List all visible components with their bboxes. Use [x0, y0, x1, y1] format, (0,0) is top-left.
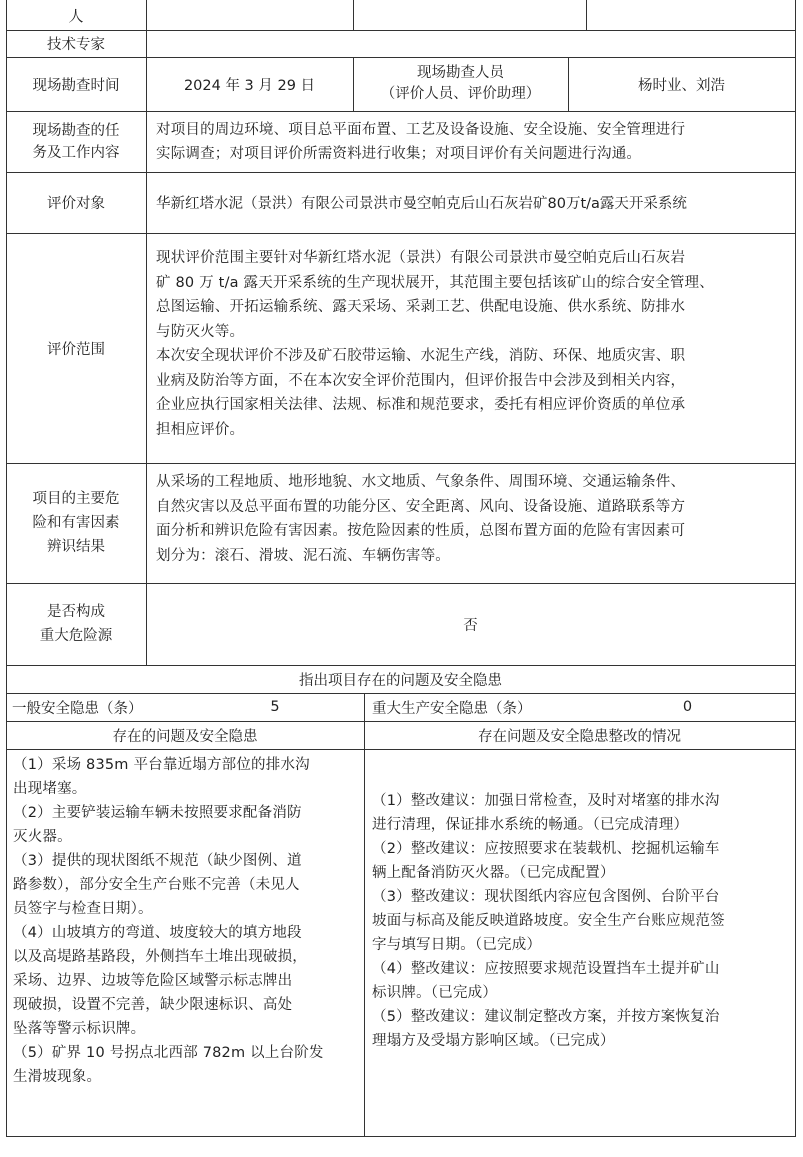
task-content — [156, 118, 788, 166]
scope-line: 矿 80 万 t/a 露天开采系统的生产现状展开，其范围主要包括该矿山的综合安全管理、 — [156, 274, 714, 291]
hazard-line: 面分析和辨识危险有害因素。按危险因素的性质，总图布置方面的危险有害因素可 — [156, 523, 686, 539]
tech-expert-label-text: 技术专家 — [47, 37, 105, 53]
rectification-list — [372, 789, 792, 1053]
general-hazard-count — [200, 693, 350, 721]
rectification-line: （1）整改建议：加强日常检查，及时对堵塞的排水沟 — [372, 793, 720, 809]
scope-label — [6, 233, 146, 463]
rectification-line: （4）整改建议：应按照要求规范设置挡车土提并矿山 — [372, 961, 720, 977]
survey-staff-label — [353, 57, 568, 111]
major-hazard-value — [146, 583, 795, 665]
survey-staff-value-text: 杨时业、刘浩 — [638, 77, 725, 94]
tech-expert-value — [146, 30, 795, 57]
rectification-line: 进行清理，保证排水系统的畅通。（已完成清理） — [372, 817, 689, 833]
problem-line: （4）山坡填方的弯道、坡度较大的填方地段 — [13, 925, 302, 941]
divider — [586, 0, 587, 30]
hazard-content — [156, 470, 788, 568]
survey-staff-label-line1: 现场勘查人员 — [417, 65, 504, 81]
scope-line: 与防灭火等。 — [156, 323, 245, 340]
object-label — [6, 172, 146, 233]
divider — [364, 693, 365, 1137]
problem-line: （3）提供的现状图纸不规范（缺少图例、道 — [13, 853, 302, 869]
scope-label-text: 评价范围 — [47, 341, 105, 358]
task-label-line2: 务及工作内容 — [32, 144, 120, 161]
rectification-line: 字与填写日期。（已完成） — [372, 937, 542, 953]
rectification-line: （5）整改建议：建议制定整改方案，并按方案恢复治 — [372, 1009, 720, 1025]
survey-staff-label-line2: （评价人员、评价助理） — [380, 86, 541, 102]
rectification-line: 标识牌。（已完成） — [372, 985, 498, 1001]
issues-section-title — [6, 665, 795, 693]
rectification-line: 坡面与标高及能反映道路坡度。安全生产台账应规范签 — [372, 913, 725, 929]
survey-time-label-text: 现场勘查时间 — [32, 77, 120, 94]
hazard-line: 划分为：滚石、滑坡、泥石流、车辆伤害等。 — [156, 547, 450, 564]
divider — [6, 749, 796, 750]
table-border-bottom — [6, 1136, 796, 1137]
object-value-text: 华新红塔水泥（景洪）有限公司景洪市曼空帕克后山石灰岩矿80万t/a露天开采系统 — [156, 196, 687, 212]
problem-line: 生滑坡现象。 — [13, 1069, 102, 1085]
scope-line: 企业应执行国家相关法律、法规、标准和规范要求，委托有相应评价资质的单位承 — [156, 397, 686, 413]
rectification-line: 理塌方及受塌方影响区域。（已完成） — [372, 1033, 615, 1049]
major-hazard-count-label — [372, 693, 572, 721]
survey-staff-value — [568, 57, 795, 111]
scope-content — [156, 246, 788, 442]
hazard-label-line1: 项目的主要危 — [32, 491, 120, 507]
tech-expert-label — [6, 30, 146, 57]
problem-line: （1）采场 835m 平台靠近塌方部位的排水沟 — [13, 757, 310, 773]
rectification-column-header-text: 存在问题及安全隐患整改的情况 — [478, 728, 681, 745]
problem-line: 出现堵塞。 — [13, 781, 87, 797]
task-content-line: 实际调查；对项目评价所需资料进行收集；对项目评价有关问题进行沟通。 — [156, 146, 642, 162]
hazard-line: 自然灾害以及总平面布置的功能分区、安全距离、风向、设备设施、道路联系等方 — [156, 498, 686, 515]
major-hazard-count-text: 0 — [682, 699, 693, 715]
task-label — [6, 111, 146, 172]
table-border-right — [795, 0, 796, 1137]
major-hazard-count-label-text: 重大生产安全隐患（条） — [372, 700, 532, 717]
task-content-line: 对项目的周边环境、项目总平面布置、工艺及设备设施、安全设施、安全管理进行 — [156, 122, 686, 138]
survey-time-value — [146, 57, 353, 111]
survey-time-value-text: 2024 年 3 月 29 日 — [183, 77, 316, 94]
header-row-label-text: 人 — [68, 6, 84, 25]
scope-line: 总图运输、开拓运输系统、露天采场、采剥工艺、供配电设施、供水系统、防排水 — [156, 299, 686, 315]
hazard-line: 从采场的工程地质、地形地貌、水文地质、气象条件、周围环境、交通运输条件、 — [156, 474, 686, 490]
major-hazard-label — [6, 583, 146, 665]
hazard-label-line2: 险和有害因素 — [32, 515, 120, 531]
general-hazard-label-text: 一般安全隐患（条） — [12, 700, 143, 717]
header-row-label — [6, 0, 146, 30]
scope-line: 本次安全现状评价不涉及矿石胶带运输、水泥生产线，消防、环保、地质灾害、职 — [156, 348, 686, 364]
object-value — [156, 172, 792, 233]
problem-line: 灭火器。 — [13, 829, 72, 845]
divider — [353, 0, 354, 30]
issues-section-title-text: 指出项目存在的问题及安全隐患 — [299, 672, 502, 689]
major-hazard-value-text: 否 — [463, 617, 478, 634]
hazard-label — [6, 463, 146, 583]
rectification-line: （3）整改建议：现状图纸内容应包含图例、台阶平台 — [372, 889, 720, 905]
problem-line: 路参数），部分安全生产台账不完善（未见人 — [13, 877, 300, 893]
problem-line: 现破损，设置不完善，缺少限速标识、高处 — [13, 997, 293, 1013]
survey-time-label — [6, 57, 146, 111]
problem-line: 以及高堤路基路段，外侧挡车土堆出现破损， — [13, 949, 307, 965]
major-hazard-count — [590, 693, 785, 721]
problem-line: （2）主要铲装运输车辆未按照要求配备消防 — [13, 805, 302, 821]
rectification-line: （2）整改建议：应按照要求在装载机、挖掘机运输车 — [372, 841, 720, 857]
major-hazard-label-line1: 是否构成 — [47, 604, 105, 620]
rectification-line: 辆上配备消防灭火器。（已完成配置） — [372, 865, 615, 881]
task-label-line1: 现场勘查的任 — [32, 122, 120, 139]
problems-column-header — [6, 721, 364, 749]
scope-line: 现状评价范围主要针对华新红塔水泥（景洪）有限公司景洪市曼空帕克后山石灰岩 — [156, 250, 686, 266]
scope-line: 担相应评价。 — [156, 421, 245, 438]
problem-line: 采场、边界、边坡等危险区域警示标志牌出 — [13, 973, 293, 989]
rectification-column-header — [364, 721, 795, 749]
major-hazard-label-line2: 重大危险源 — [39, 628, 113, 644]
problems-list — [13, 753, 361, 1089]
problems-column-header-text: 存在的问题及安全隐患 — [112, 728, 258, 745]
problem-line: （5）矿界 10 号拐点北西部 782m 以上台阶发 — [13, 1045, 324, 1061]
problem-line: 坠落等警示标识牌。 — [13, 1021, 146, 1037]
general-hazard-label — [12, 693, 182, 721]
scope-line: 业病及防治等方面，不在本次安全评价范围内，但评价报告中会涉及到相关内容， — [156, 372, 686, 389]
problem-line: 员签字与检查日期）。 — [13, 901, 153, 917]
object-label-text: 评价对象 — [47, 196, 105, 212]
general-hazard-count-text: 5 — [270, 699, 280, 715]
hazard-label-line3: 辨识结果 — [47, 539, 105, 555]
